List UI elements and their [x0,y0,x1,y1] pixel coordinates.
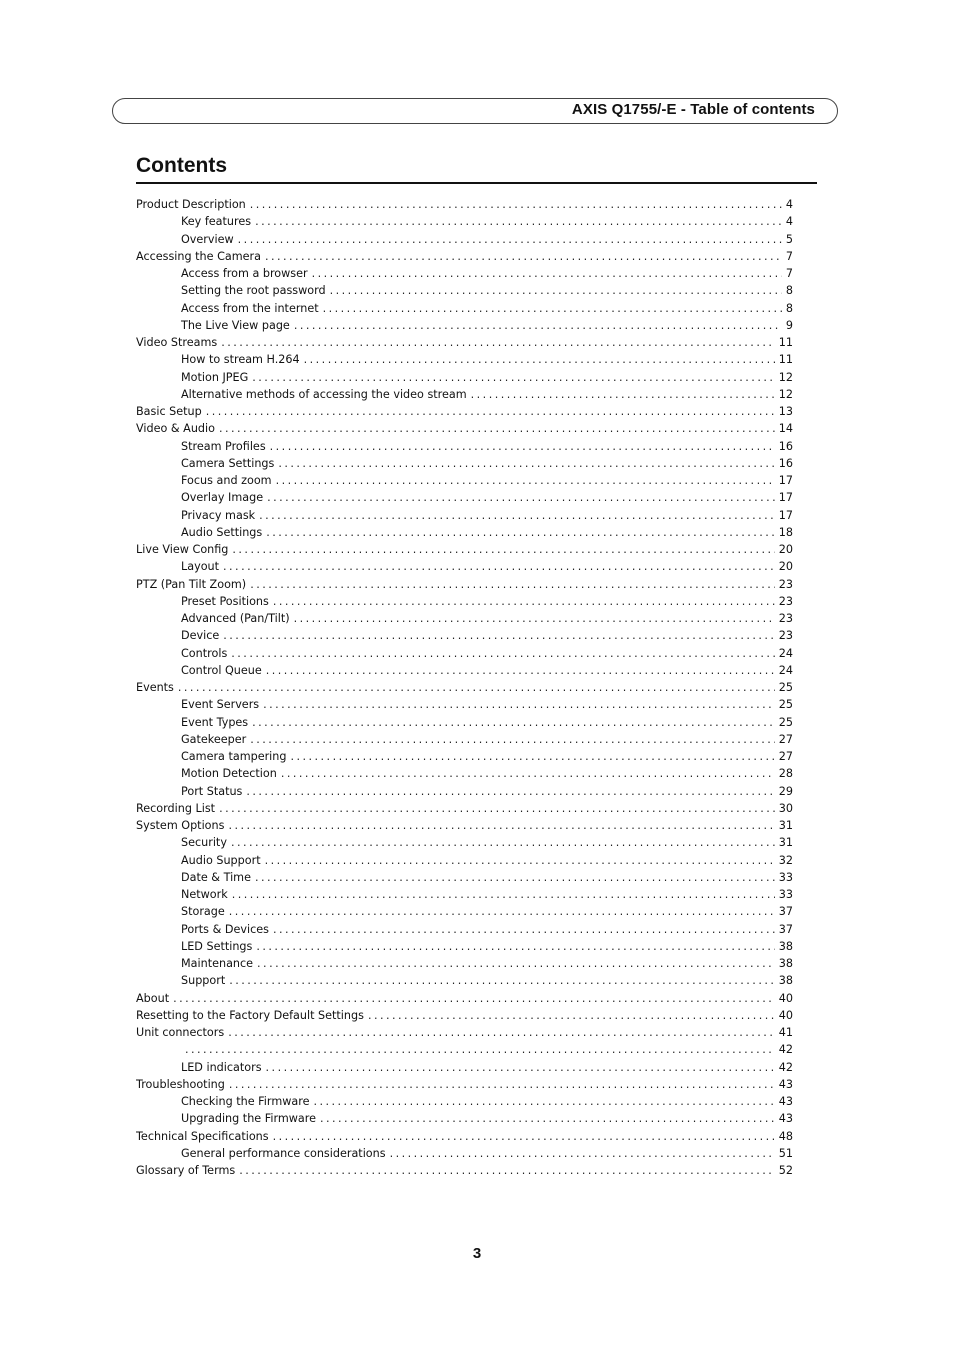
toc-subentry[interactable] [136,351,793,368]
toc-entry-page: 9 [785,318,793,332]
toc-subentry[interactable] [136,507,793,524]
toc-dot-leader [368,1007,775,1024]
toc-subentry[interactable] [136,1145,793,1162]
toc-entry-label: Camera Settings [181,456,275,470]
toc-subentry[interactable] [136,282,793,299]
toc-dot-leader [231,645,774,662]
toc-entry-label: Port Status [181,784,243,798]
toc-subentry[interactable] [136,455,793,472]
toc-entry-page: 24 [778,646,793,660]
toc-dot-leader [263,696,775,713]
toc-dot-leader [223,558,775,575]
toc-dot-leader [256,938,774,955]
toc-entry-label: Accessing the Camera [136,249,261,263]
toc-subentry[interactable] [136,886,793,903]
toc-entry-page: 37 [778,905,793,919]
toc-subentry[interactable] [136,903,793,920]
toc-entry-page: 8 [785,301,793,315]
toc-entry-page: 29 [778,784,793,798]
toc-entry-page: 13 [778,405,793,418]
toc-dot-leader [221,334,775,351]
toc-entry-label: Upgrading the Firmware [181,1112,316,1126]
toc-entry-label: How to stream H.264 [181,353,300,367]
toc-dot-leader [320,1110,775,1127]
toc-dot-leader [229,1076,775,1093]
toc-subentry[interactable] [136,1093,793,1110]
toc-entry-label: The Live View page [181,318,290,332]
toc-entry-label: Overview [181,232,234,246]
toc-entry-page: 28 [778,767,793,781]
toc-dot-leader [250,576,775,593]
toc-dot-leader [206,403,775,420]
document-title: AXIS Q1755/-E - Table of contents [571,101,815,118]
toc-entry-page: 30 [778,801,793,815]
toc-entry-page: 37 [778,922,793,936]
toc-subentry[interactable] [136,765,793,782]
toc-dot-leader [278,455,774,472]
toc-dot-leader [312,265,782,282]
toc-entry-page: 24 [778,663,793,677]
toc-dot-leader [265,852,775,869]
toc-entry-page: 25 [778,681,793,694]
toc-entry-label: Date & Time [181,870,251,884]
toc-entry-label: Overlay Image [181,491,264,505]
toc-entry-page: 42 [778,1043,793,1057]
toc-dot-leader [390,1145,775,1162]
toc-entry-label: About [136,991,170,1005]
toc-entry-page: 40 [778,991,793,1005]
toc-entry[interactable] [136,990,793,1007]
toc-entry-page: 16 [778,439,793,453]
toc-entry[interactable] [136,248,793,265]
toc-subentry[interactable] [136,265,793,282]
toc-subentry[interactable] [136,869,793,886]
toc-entry-label: Storage [181,905,225,919]
toc-entry-label: Events [136,681,174,694]
toc-entry-page: 38 [778,957,793,970]
toc-subentry[interactable] [136,714,793,731]
toc-dot-leader [178,679,775,696]
toc-entry-page: 16 [778,456,793,470]
toc-entry-page: 38 [778,939,793,953]
toc-dot-leader [294,610,775,627]
toc-subentry[interactable] [136,317,793,334]
toc-entry-label: Troubleshooting [136,1077,225,1091]
toc-entry-label: Ports & Devices [181,922,269,936]
toc-entry-page: 8 [785,284,793,298]
toc-dot-leader [255,213,782,230]
toc-entry-label: Audio Support [181,853,261,867]
toc-entry[interactable] [136,403,793,420]
toc-entry-label: Video Streams [136,336,218,349]
toc-entry-label: Setting the root password [181,284,326,298]
toc-entry-label: Recording List [136,801,216,815]
header-banner [112,98,838,124]
toc-entry-page: 20 [778,543,793,556]
toc-subentry[interactable] [136,472,793,489]
toc-entry-page: 4 [785,198,793,211]
toc-entry-label: Advanced (Pan/Tilt) [181,612,290,625]
toc-dot-leader [238,231,782,248]
toc-entry-page: 11 [778,353,793,367]
toc-entry-label: Live View Config [136,543,229,556]
toc-entry[interactable] [136,541,793,558]
toc-entry-label: Network [181,888,228,901]
toc-entry-page: 12 [778,387,793,401]
toc-entry-page: 11 [778,336,793,349]
toc-dot-leader [276,472,775,489]
toc-subentry[interactable] [136,386,793,403]
toc-dot-leader [246,783,774,800]
toc-subentry[interactable] [136,1041,793,1058]
toc-dot-leader [257,955,775,972]
toc-dot-leader [290,748,774,765]
toc-entry-label: Product Description [136,198,246,211]
toc-subentry[interactable] [136,593,793,610]
toc-subentry[interactable] [136,627,793,644]
toc-dot-leader [219,800,775,817]
toc-subentry[interactable] [136,300,793,317]
toc-entry-label: Support [181,974,226,988]
toc-entry-label: Glossary of Terms [136,1164,236,1177]
toc-entry[interactable] [136,1076,793,1093]
toc-entry-page: 52 [778,1164,793,1177]
toc-subentry[interactable] [136,558,793,575]
toc-entry[interactable] [136,800,793,817]
toc-entry-label: Maintenance [181,957,254,970]
toc-subentry[interactable] [136,921,793,938]
contents-heading: Contents [136,154,227,177]
toc-entry-label: LED Settings [181,939,253,953]
toc-entry-label: Motion JPEG [181,370,249,384]
toc-subentry[interactable] [136,1110,793,1127]
toc-entry-page: 23 [778,612,793,625]
toc-entry-page: 17 [778,474,793,487]
toc-entry-label: Event Servers [181,698,260,712]
toc-dot-leader [173,990,775,1007]
toc-subentry[interactable] [136,610,793,627]
toc-dot-leader [313,1093,774,1110]
toc-dot-leader [250,196,782,213]
toc-dot-leader [232,541,774,558]
toc-dot-leader [273,921,775,938]
toc-entry-page: 41 [778,1026,793,1039]
toc-subentry[interactable] [136,972,793,989]
toc-entry-page: 7 [785,267,793,280]
toc-entry-label: Motion Detection [181,767,277,781]
toc-dot-leader [185,1041,775,1058]
toc-entry-label: PTZ (Pan Tilt Zoom) [136,577,247,591]
toc-subentry[interactable] [136,369,793,386]
page-number: 3 [472,1245,482,1262]
toc-dot-leader [228,817,774,834]
toc-entry-page: 43 [778,1112,793,1126]
toc-entry-page: 33 [778,870,793,884]
toc-entry-label: Resetting to the Factory Default Settings [136,1008,364,1022]
toc-entry-page: 27 [778,750,793,763]
toc-entry[interactable] [136,1128,793,1145]
toc-subentry[interactable] [136,938,793,955]
toc-entry-page: 43 [778,1077,793,1091]
toc-subentry[interactable] [136,489,793,506]
toc-entry-page: 25 [778,698,793,712]
toc-dot-leader [232,886,775,903]
toc-entry-page: 42 [778,1060,793,1074]
toc-dot-leader [267,489,775,506]
toc-subentry[interactable] [136,955,793,972]
toc-dot-leader [228,1024,775,1041]
toc-entry-label: Checking the Firmware [181,1095,310,1108]
toc-entry-label: Unit connectors [136,1026,225,1039]
toc-entry-page: 7 [785,249,793,263]
toc-dot-leader [252,369,774,386]
toc-dot-leader [219,420,775,437]
toc-dot-leader [255,869,775,886]
toc-entry-label: Event Types [181,715,249,729]
toc-dot-leader [259,507,775,524]
toc-entry-label: Access from a browser [181,267,308,280]
toc-entry-label: Security [181,836,227,850]
toc-subentry[interactable] [136,645,793,662]
toc-dot-leader [294,317,782,334]
toc-subentry[interactable] [136,834,793,851]
toc-dot-leader [229,903,775,920]
toc-entry-label: Focus and zoom [181,474,272,487]
toc-entry-page: 12 [778,370,793,384]
toc-dot-leader [281,765,775,782]
toc-subentry[interactable] [136,213,793,230]
toc-dot-leader [304,351,775,368]
toc-entry-label: Video & Audio [136,422,215,436]
toc-entry[interactable] [136,576,793,593]
toc-entry-page: 38 [778,974,793,988]
toc-entry-label: Stream Profiles [181,439,266,453]
toc-entry-label: Key features [181,215,252,229]
toc-dot-leader [330,282,782,299]
toc-entry-page: 27 [778,732,793,746]
toc-subentry[interactable] [136,1059,793,1076]
toc-subentry[interactable] [136,438,793,455]
toc-entry-page: 31 [778,819,793,832]
toc-entry-page: 40 [778,1008,793,1022]
toc-subentry[interactable] [136,731,793,748]
toc-entry-page: 48 [778,1129,793,1143]
toc-entry-label: Access from the internet [181,301,319,315]
toc-entry-page: 25 [778,715,793,729]
toc-entry-page: 5 [785,232,793,246]
toc-dot-leader [471,386,775,403]
toc-entry-label: System Options [136,819,225,832]
toc-entry[interactable] [136,196,793,213]
toc-entry-page: 4 [785,215,793,229]
toc-entry-label: Alternative methods of accessing the video stream [181,387,467,401]
toc-entry-label: Audio Settings [181,525,263,539]
toc-dot-leader [252,714,775,731]
toc-entry[interactable] [136,420,793,437]
toc-subentry[interactable] [136,852,793,869]
toc-subentry[interactable] [136,783,793,800]
toc-entry[interactable] [136,1024,793,1041]
heading-rule [136,182,817,184]
toc-subentry[interactable] [136,696,793,713]
toc-entry[interactable] [136,1162,793,1179]
toc-entry-label: Controls [181,646,228,660]
toc-dot-leader [239,1162,775,1179]
toc-entry-page: 18 [778,525,793,539]
toc-entry-label: Control Queue [181,663,262,677]
toc-entry-page: 31 [778,836,793,850]
toc-dot-leader [323,300,782,317]
toc-entry-label: Technical Specifications [136,1129,269,1143]
toc-entry-label: Basic Setup [136,405,202,418]
toc-dot-leader [231,834,775,851]
toc-dot-leader [266,662,775,679]
toc-entry-page: 17 [778,491,793,505]
toc-entry-label: Camera tampering [181,750,287,763]
toc-dot-leader [266,1059,775,1076]
toc-entry[interactable] [136,679,793,696]
toc-entry-page: 17 [778,508,793,522]
toc-entry[interactable] [136,817,793,834]
toc-entry-page: 20 [778,560,793,574]
toc-dot-leader [273,593,775,610]
toc-entry-page: 43 [778,1095,793,1108]
toc-entry-label: LED indicators [181,1060,262,1074]
toc-entry-page: 51 [778,1146,793,1160]
toc-entry-label: Preset Positions [181,594,269,608]
toc-entry-label: Gatekeeper [181,732,247,746]
toc-entry[interactable] [136,334,793,351]
toc-subentry[interactable] [136,662,793,679]
toc-subentry[interactable] [136,748,793,765]
toc-entry-page: 33 [778,888,793,901]
toc-dot-leader [265,248,782,265]
toc-entry-label: Layout [181,560,220,574]
toc-dot-leader [229,972,775,989]
toc-dot-leader [270,438,775,455]
toc-dot-leader [266,524,775,541]
toc-dot-leader [223,627,774,644]
table-of-contents [136,196,793,1179]
toc-entry[interactable] [136,1007,793,1024]
toc-entry-label: Device [181,629,220,643]
toc-entry-page: 23 [778,594,793,608]
toc-dot-leader [273,1128,775,1145]
toc-entry-page: 32 [778,853,793,867]
toc-subentry[interactable] [136,231,793,248]
toc-entry-label: Privacy mask [181,508,256,522]
toc-entry-page: 14 [778,422,793,436]
toc-entry-label: General performance considerations [181,1146,386,1160]
toc-entry-page: 23 [778,629,793,643]
toc-entry-page: 23 [778,577,793,591]
toc-subentry[interactable] [136,524,793,541]
toc-dot-leader [250,731,775,748]
